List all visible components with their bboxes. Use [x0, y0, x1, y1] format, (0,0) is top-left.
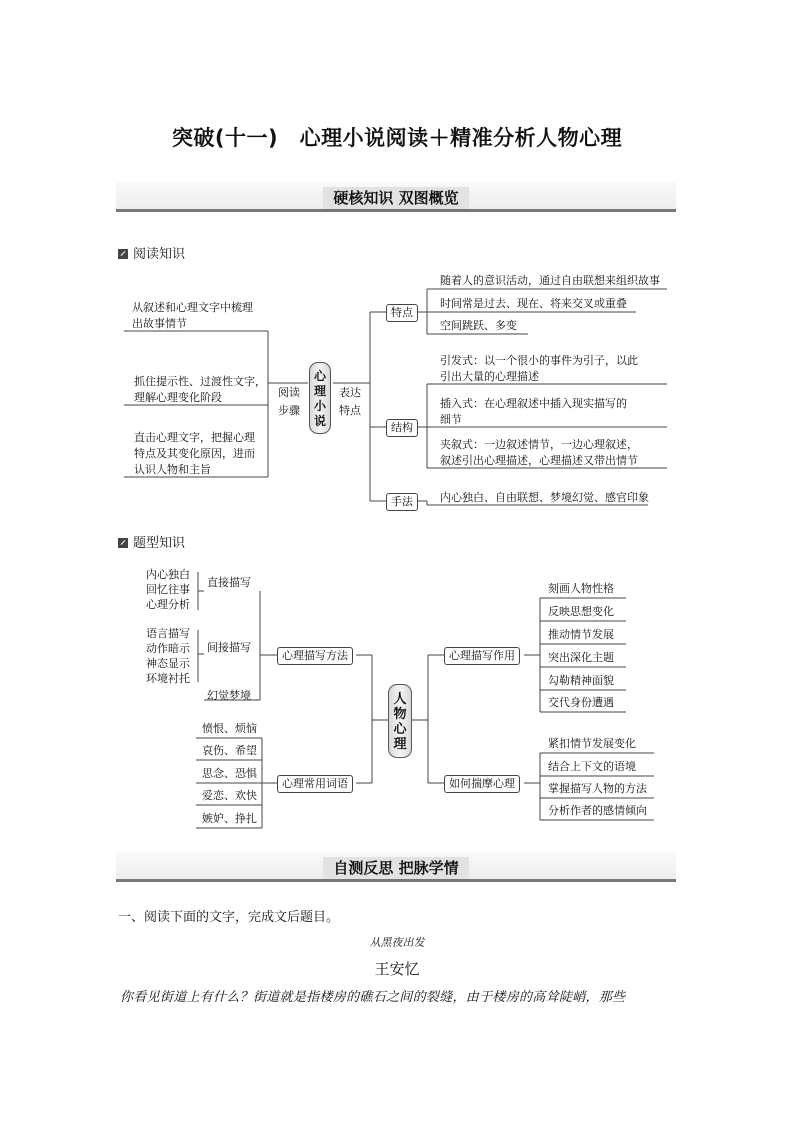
- jiegou-item: 夹叙式：一边叙述情节，一边心理叙述， 叙述引出心理描述，心理描述又带出情节: [440, 438, 638, 467]
- question-instruction: 一、阅读下面的文字，完成文后题目。: [118, 910, 340, 925]
- word-item: 嫉妒、挣扎: [202, 812, 257, 825]
- center-node-label: 心理小说: [314, 369, 327, 428]
- passage-paragraph: 你看见街道上有什么？街道就是指楼房的礁石之间的裂缝，由于楼房的高耸陡峭，那些: [120, 990, 626, 1005]
- word-item: 哀伤、希望: [202, 744, 257, 757]
- dream-illusion: 幻觉梦境: [207, 689, 251, 702]
- effect-item: 突出深化主题: [548, 651, 614, 664]
- indirect-methods-list: 语言描写 动作暗示 神态显示 环境衬托: [146, 627, 190, 685]
- effect-item: 刻画人物性格: [548, 582, 614, 595]
- expression-features-label: 表达 特点: [339, 386, 361, 417]
- square-bullet-icon: [118, 538, 128, 548]
- center-node-label: 人物心理: [393, 692, 407, 752]
- banner-label: 硬核知识 双图概览: [323, 187, 468, 209]
- question-type-knowledge-heading: 题型知识: [118, 532, 185, 551]
- node-description-methods: 心理描写方法: [277, 647, 353, 665]
- shoufa-item: 内心独白、自由联想、梦境幻觉、感官印象: [440, 491, 649, 504]
- how-item: 掌握描写人物的方法: [548, 782, 647, 795]
- jiegou-item: 引发式：以一个很小的事件为引子，以此 引出大量的心理描述: [440, 354, 638, 383]
- how-item: 结合上下文的语境: [548, 760, 636, 773]
- indirect-description: 间接描写: [207, 641, 251, 654]
- reading-knowledge-heading: 阅读知识: [118, 243, 185, 262]
- tedian-item: 时间常是过去、现在、将来交叉或重叠: [440, 297, 627, 310]
- effect-item: 推动情节发展: [548, 628, 614, 641]
- effect-item: 勾勒精神面貌: [548, 674, 614, 687]
- word-item: 爱恋、欢快: [202, 789, 257, 802]
- effect-item: 交代身份遭遇: [548, 696, 614, 709]
- direct-description: 直接描写: [207, 576, 251, 589]
- how-item: 分析作者的感情倾向: [548, 804, 647, 817]
- effect-item: 反映思想变化: [548, 605, 614, 618]
- passage-title: 从黑夜出发: [369, 936, 425, 949]
- read-step-3: 直击心理文字，把握心理 特点及其变化原因，进而 认识人物和主旨: [134, 431, 255, 476]
- node-how-to-analyze: 如何揣摩心理: [444, 775, 520, 793]
- node-tedian: 特点: [386, 304, 418, 322]
- passage-author: 王安忆: [374, 960, 420, 978]
- node-shoufa: 手法: [386, 493, 418, 511]
- word-item: 思念、恐惧: [202, 767, 257, 780]
- read-step-1: 从叙述和心理文字中梳理 出故事情节: [132, 301, 253, 330]
- banner-label: 自测反思 把脉学情: [323, 857, 468, 879]
- node-common-words: 心理常用词语: [277, 775, 353, 793]
- tedian-item: 随着人的意识活动，通过自由联想来组织故事: [440, 274, 660, 287]
- page-title: 突破(十一) 心理小说阅读＋精准分析人物心理: [171, 126, 623, 150]
- center-node-character-psych: [388, 684, 412, 758]
- how-item: 紧扣情节发展变化: [548, 737, 636, 750]
- jiegou-item: 插入式：在心理叙述中插入现实描写的 细节: [440, 397, 627, 426]
- center-node-psych-novel: [309, 362, 331, 434]
- word-item: 愤恨、烦恼: [202, 722, 257, 735]
- section-banner-self-test: [116, 852, 676, 882]
- node-description-effect: 心理描写作用: [444, 647, 520, 665]
- read-steps-label: 阅读 步骤: [278, 386, 300, 417]
- tedian-item: 空间跳跃、多变: [440, 319, 517, 332]
- direct-methods-list: 内心独白 回忆往事 心理分析: [146, 568, 190, 611]
- read-step-2: 抓住提示性、过渡性文字， 理解心理变化阶段: [134, 375, 266, 404]
- node-jiegou: 结构: [386, 419, 418, 437]
